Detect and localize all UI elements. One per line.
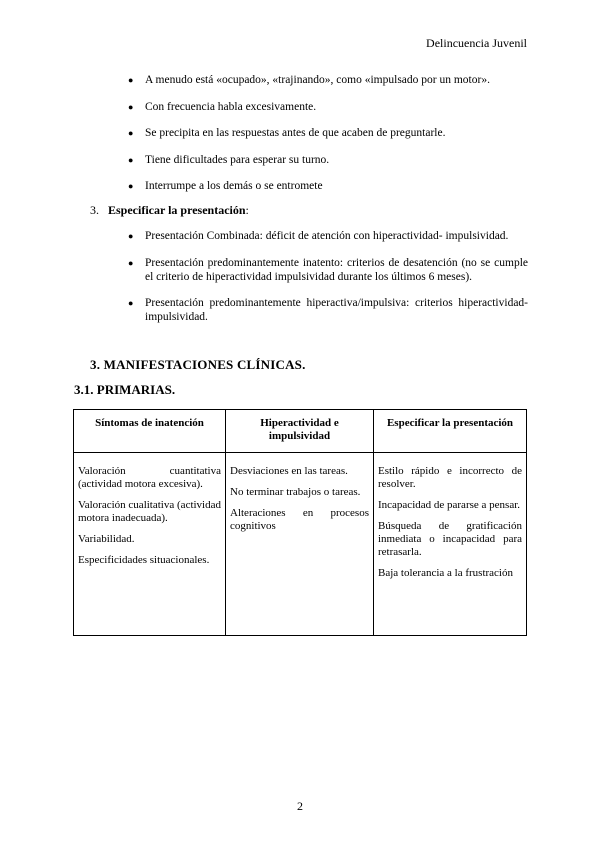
page-number: 2 bbox=[297, 799, 303, 813]
list-item: ● Tiene dificultades para esperar su turno. bbox=[128, 153, 528, 167]
cell-text: Desviaciones en las tareas. bbox=[230, 465, 348, 477]
bullet-list-symptoms bbox=[128, 73, 528, 206]
list-item: ● Con frecuencia habla excesivamente. bbox=[128, 100, 528, 114]
item-number: 3. bbox=[90, 203, 99, 217]
sub-heading: 3.1. PRIMARIAS. bbox=[74, 382, 176, 397]
table-cell bbox=[226, 453, 374, 636]
cell-text: Búsqueda de gratificación inmediata o incapacidad para retrasarla. bbox=[378, 520, 522, 558]
list-item: ● Presentación Combinada: déficit de atención con hiperactividad- impulsividad. bbox=[128, 229, 528, 243]
section-heading: 3. MANIFESTACIONES CLÍNICAS. bbox=[90, 357, 306, 372]
cell-text: Incapacidad de pararse a pensar. bbox=[378, 499, 521, 511]
cell-text: Valoración cualitativa (actividad motora inadecuada). bbox=[78, 499, 221, 524]
table-header-cell: Hiperactividad e impulsividad bbox=[226, 410, 374, 453]
list-item: ● Se precipita en las respuestas antes de que acaben de preguntarle. bbox=[128, 126, 528, 140]
table-cell bbox=[374, 453, 527, 636]
bullet-list-presentation bbox=[128, 229, 528, 337]
running-header: Delincuencia Juvenil bbox=[426, 36, 527, 50]
cell-text: Alteraciones en procesos cognitivos bbox=[230, 507, 369, 532]
cell-text: Variabilidad. bbox=[78, 533, 135, 545]
cell-text: Baja tolerancia a la frustración bbox=[378, 567, 513, 579]
cell-text: Estilo rápido e incorrecto de resolver. bbox=[378, 465, 522, 490]
cell-text: Valoración cuantitativa (actividad motora excesiva). bbox=[78, 465, 221, 490]
item-suffix: : bbox=[245, 203, 249, 217]
symptoms-table bbox=[73, 409, 526, 636]
list-item: ● A menudo está «ocupado», «trajinando», como «impulsado por un motor». bbox=[128, 73, 528, 87]
list-item: ● Presentación predominantemente hiperactiva/impulsiva: criterios hiperactividad-impulsividad. bbox=[128, 296, 528, 324]
table-header-cell: Síntomas de inatención bbox=[74, 410, 226, 453]
list-item: ● Presentación predominantemente inatento: criterios de desatención (no se cumple el criterio de hiperactividad impulsividad durante los últimos 6 meses). bbox=[128, 256, 528, 284]
table-row bbox=[74, 453, 527, 636]
table-cell bbox=[74, 453, 226, 636]
list-item: ● Interrumpe a los demás o se entromete bbox=[128, 179, 528, 193]
table-header-row bbox=[74, 410, 527, 453]
item-label: Especificar la presentación bbox=[108, 203, 246, 217]
cell-text: No terminar trabajos o tareas. bbox=[230, 486, 361, 498]
numbered-item-specify bbox=[90, 203, 249, 218]
cell-text: Especificidades situacionales. bbox=[78, 554, 210, 566]
table-header-cell: Especificar la presentación bbox=[374, 410, 527, 453]
